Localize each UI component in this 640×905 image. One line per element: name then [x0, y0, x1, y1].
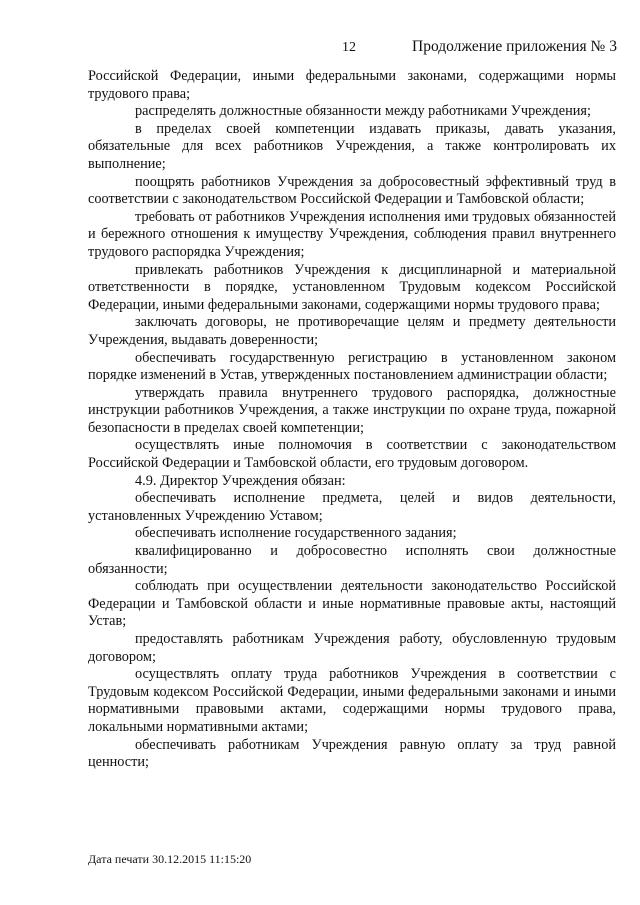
paragraph: осуществлять иные полномочия в соответствии с законодательством Российской Федерации и Тамбовской области, его трудовым договором.: [88, 437, 616, 472]
paragraph: в пределах своей компетенции издавать приказы, давать указания, обязательные для всех работников Учреждения, а также контролировать их выполнение;: [88, 120, 616, 172]
paragraph: заключать договоры, не противоречащие целям и предмету деятельности Учреждения, выдавать доверенности;: [88, 314, 616, 348]
paragraph: осуществлять оплату труда работников Учреждения в соответствии с Трудовым кодексом Российской Федерации, иными федеральными законами и иными нормативными правовыми актами, содержащими нормы трудового права, локальными нормативными актами;: [88, 666, 616, 735]
paragraph: квалифицированно и добросовестно исполнять свои должностные обязанности;: [88, 543, 616, 577]
paragraph: обеспечивать работникам Учреждения равную оплату за труд равной ценности;: [88, 736, 616, 771]
paragraph: соблюдать при осуществлении деятельности законодательство Российской Федерации и Тамбовской области и иные нормативные правовые акты, настоящий Устав;: [88, 578, 616, 630]
document-body: [88, 68, 616, 772]
paragraph: обеспечивать государственную регистрацию в установленном законом порядке изменений в Устав, утвержденных постановлением администрации области;: [88, 349, 616, 384]
paragraph: распределять должностные обязанности между работниками Учреждения;: [135, 103, 591, 120]
header-title: Продолжение приложения № 3: [412, 38, 617, 55]
paragraph: утверждать правила внутреннего трудового распорядка, должностные инструкции работников Учреждения, а также инструкции по охране труда, пожарной безопасности в пределах своей компетенции;: [88, 384, 616, 436]
paragraph: требовать от работников Учреждения исполнения ими трудовых обязанностей и бережного отношения к имуществу Учреждения, соблюдения правил внутреннего трудового распорядка Учреждения;: [88, 208, 616, 260]
paragraph: поощрять работников Учреждения за добросовестный эффективный труд в соответствии с законодательством Российской Федерации и Тамбовской области;: [88, 173, 616, 208]
paragraph: Российской Федерации, иными федеральными законами, содержащими нормы трудового права;: [88, 68, 616, 102]
paragraph: предоставлять работникам Учреждения работу, обусловленную трудовым договором;: [88, 631, 616, 665]
print-date: Дата печати 30.12.2015 11:15:20: [88, 852, 252, 866]
paragraph: обеспечивать исполнение государственного задания;: [135, 525, 457, 542]
section-heading: 4.9. Директор Учреждения обязан:: [135, 472, 346, 489]
page-number: 12: [342, 40, 356, 55]
paragraph: обеспечивать исполнение предмета, целей и видов деятельности, установленных Учреждению Уставом;: [88, 490, 616, 524]
paragraph: привлекать работников Учреждения к дисциплинарной и материальной ответственности в порядке, установленном Трудовым кодексом Российской Федерации, иными федеральными законами, содержащими нормы трудового права;: [88, 261, 616, 313]
